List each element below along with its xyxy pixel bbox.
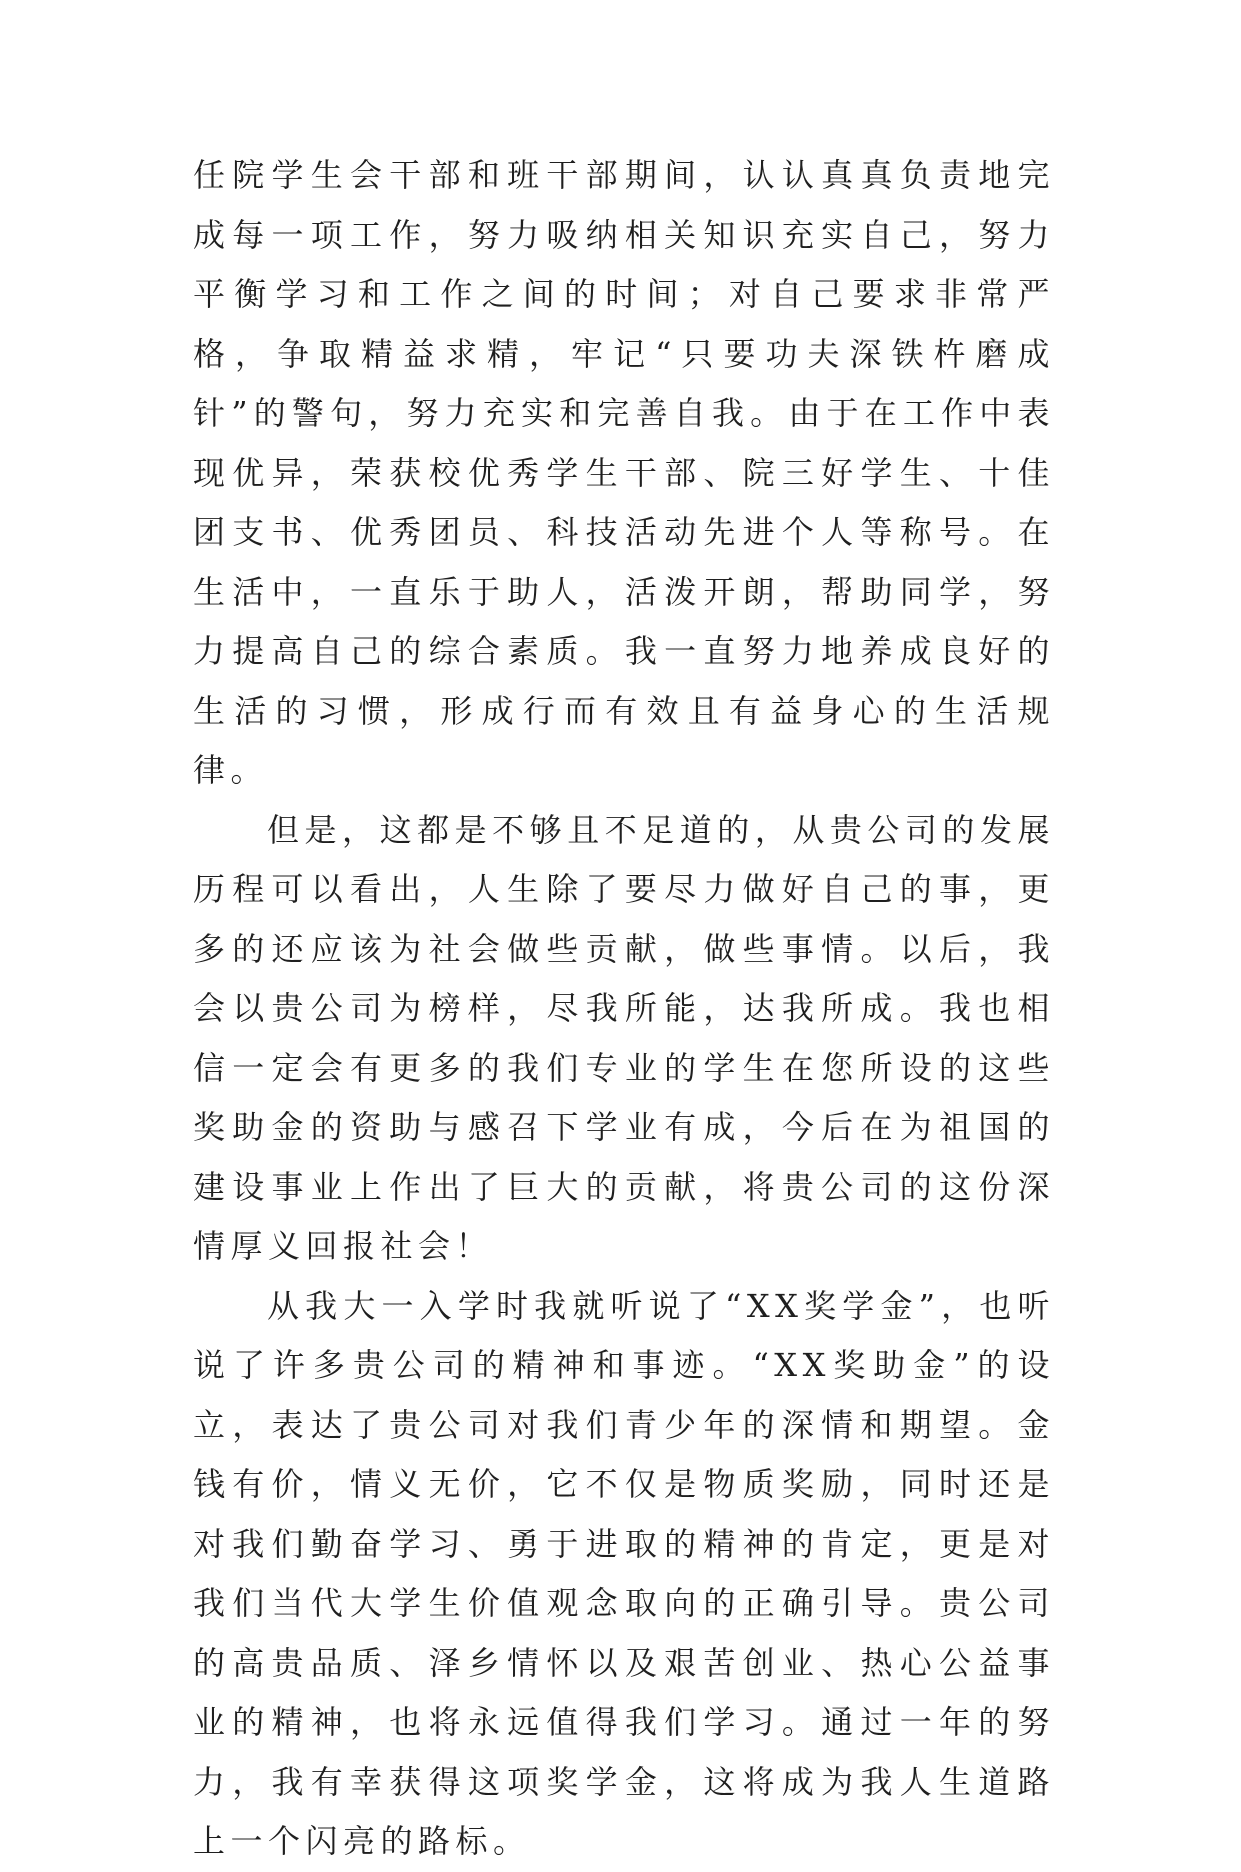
document-body: [193, 146, 1055, 1872]
paragraph-contribution: 但是，这都是不够且不足道的，从贵公司的发展历程可以看出，人生除了要尽力做好自己的事，更多的还应该为社会做些贡献，做些事情。以后，我会以贵公司为榜样，尽我所能，达我所成。我也相信一定会有更多的我们专业的学生在您所设的这些奖助金的资助与感召下学业有成，今后在为祖国的建设事业上作出了巨大的贡献，将贵公司的这份深情厚义回报社会！: [193, 810, 1055, 1265]
paragraph-continued: 任院学生会干部和班干部期间，认认真真负责地完成每一项工作，努力吸纳相关知识充实自己，努力平衡学习和工作之间的时间；对自己要求非常严格，争取精益求精，牢记“只要功夫深铁杵磨成针”的警句，努力充实和完善自我。由于在工作中表现优异，荣获校优秀学生干部、院三好学生、十佳团支书、优秀团员、科技活动先进个人等称号。在生活中，一直乐于助人，活泼开朗，帮助同学，努力提高自己的综合素质。我一直努力地养成良好的生活的习惯，形成行而有效且有益身心的生活规律。: [193, 156, 1055, 789]
paragraph-scholarship: 从我大一入学时我就听说了“XX奖学金”，也听说了许多贵公司的精神和事迹。“XX奖助金”的设立，表达了贵公司对我们青少年的深情和期望。金钱有价，情义无价，它不仅是物质奖励，同时还是对我们勤奋学习、勇于进取的精神的肯定，更是对我们当代大学生价值观念取向的正确引导。贵公司的高贵品质、泽乡情怀以及艰苦创业、热心公益事业的精神，也将永远值得我们学习。通过一年的努力，我有幸获得这项奖学金，这将成为我人生道路上一个闪亮的路标。: [193, 1286, 1055, 1860]
